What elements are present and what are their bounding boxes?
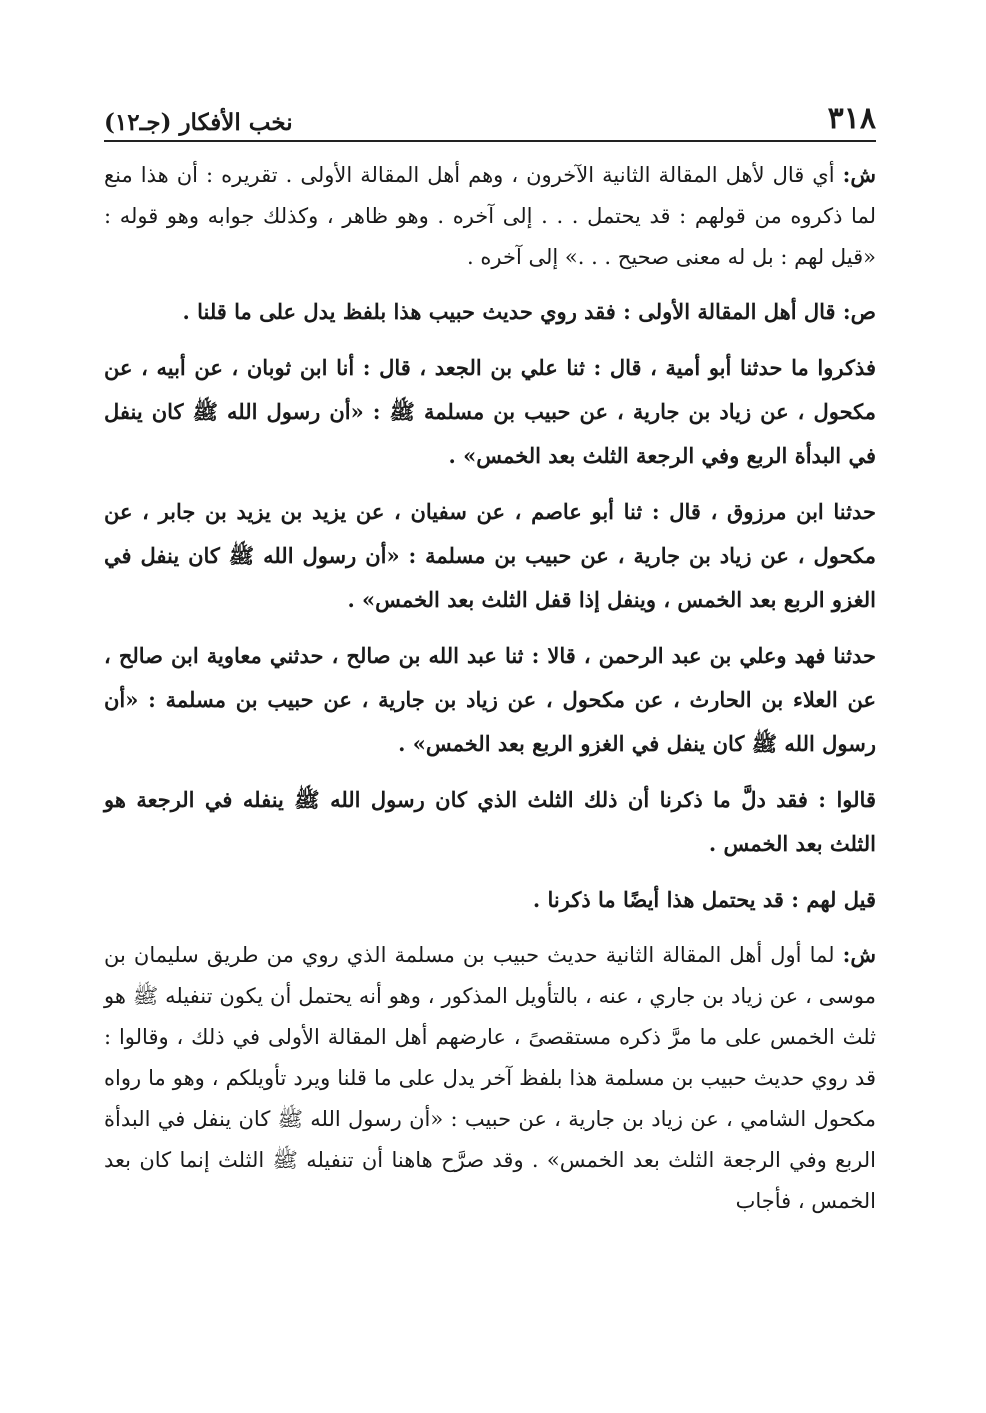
paragraph-text: قال أهل المقالة الأولى : فقد روي حديث حبيب هذا بلفظ يدل على ما قلنا .	[182, 299, 843, 324]
paragraph-main-text	[104, 490, 876, 622]
paragraph-commentary	[104, 934, 876, 1222]
paragraph-text: حدثنا ابن مرزوق ، قال : ثنا أبو عاصم ، عن سفيان ، عن يزيد بن يزيد بن جابر ، عن مكحول ، عن زياد بن جارية ، عن حبيب بن مسلمة : «أن رسول الله ﷺ كان ينفل في الغزو الربع بعد الخمس ، وينفل إذا قفل الثلث بعد الخمس» .	[104, 499, 876, 612]
paragraph-text: قيل لهم : قد يحتمل هذا أيضًا ما ذكرنا .	[532, 887, 876, 912]
paragraph-main-text	[104, 290, 876, 334]
page-body	[104, 154, 876, 1234]
paragraph-main-text	[104, 634, 876, 766]
header-rule	[104, 140, 876, 142]
commentary-marker: ش:	[842, 942, 876, 967]
page-header	[104, 86, 876, 134]
paragraph-text: حدثنا فهد وعلي بن عبد الرحمن ، قالا : ثنا عبد الله بن صالح ، حدثني معاوية ابن صالح ، عن العلاء بن الحارث ، عن مكحول ، عن زياد بن جارية ، عن حبيب بن مسلمة : «أن رسول الله ﷺ كان ينفل في الغزو الربع بعد الخمس» .	[104, 643, 876, 756]
paragraph-text: لما أول أهل المقالة الثانية حديث حبيب بن مسلمة الذي روي من طريق سليمان بن موسى ، عن زياد بن جاري ، عنه ، بالتأويل المذكور ، وهو أنه يحتمل أن يكون تنفيله ﷺ هو ثلث الخمس على ما مرَّ ذكره مستقصىً ، عارضهم أهل المقالة الأولى في ذلك ، وقالوا : قد روي حديث حبيب بن مسلمة هذا بلفظ آخر يدل على ما قلنا ويرد تأويلكم ، وهو ما رواه مكحول الشامي ، عن زياد بن جارية ، عن حبيب : «أن رسول الله ﷺ كان ينفل في البدأة الربع وفي الرجعة الثلث بعد الخمس» . وقد صرَّح هاهنا أن تنفيله ﷺ الثلث إنما كان بعد الخمس ، فأجاب	[104, 943, 876, 1213]
page-number: ٣١٨	[827, 101, 876, 136]
paragraph-main-text	[104, 346, 876, 478]
paragraph-text: أي قال لأهل المقالة الثانية الآخرون ، وهم أهل المقالة الأولى . تقريره : أن هذا منع لما ذكروه من قولهم : قد يحتمل . . . إلى آخره . وهو ظاهر ، وكذلك جوابه وهو قوله : «قيل لهم : بل له معنى صحيح . . .» إلى آخره .	[104, 163, 876, 269]
paragraph-text: فذكروا ما حدثنا أبو أمية ، قال : ثنا علي بن الجعد ، قال : أنا ابن ثوبان ، عن أبيه ، عن مكحول ، عن زياد بن جارية ، عن حبيب بن مسلمة ﷺ : «أن رسول الله ﷺ كان ينفل في البدأة الربع وفي الرجعة الثلث بعد الخمس» .	[104, 355, 876, 468]
paragraph-commentary	[104, 154, 876, 278]
commentary-marker: ش:	[842, 162, 876, 187]
paragraph-main-text	[104, 778, 876, 866]
running-title: نخب الأفكار (جـ١٢)	[104, 109, 293, 136]
text-marker: ص:	[842, 299, 876, 324]
paragraph-main-text	[104, 878, 876, 922]
paragraph-text: قالوا : فقد دلَّ ما ذكرنا أن ذلك الثلث الذي كان رسول الله ﷺ ينفله في الرجعة هو الثلث بعد الخمس .	[104, 787, 876, 856]
